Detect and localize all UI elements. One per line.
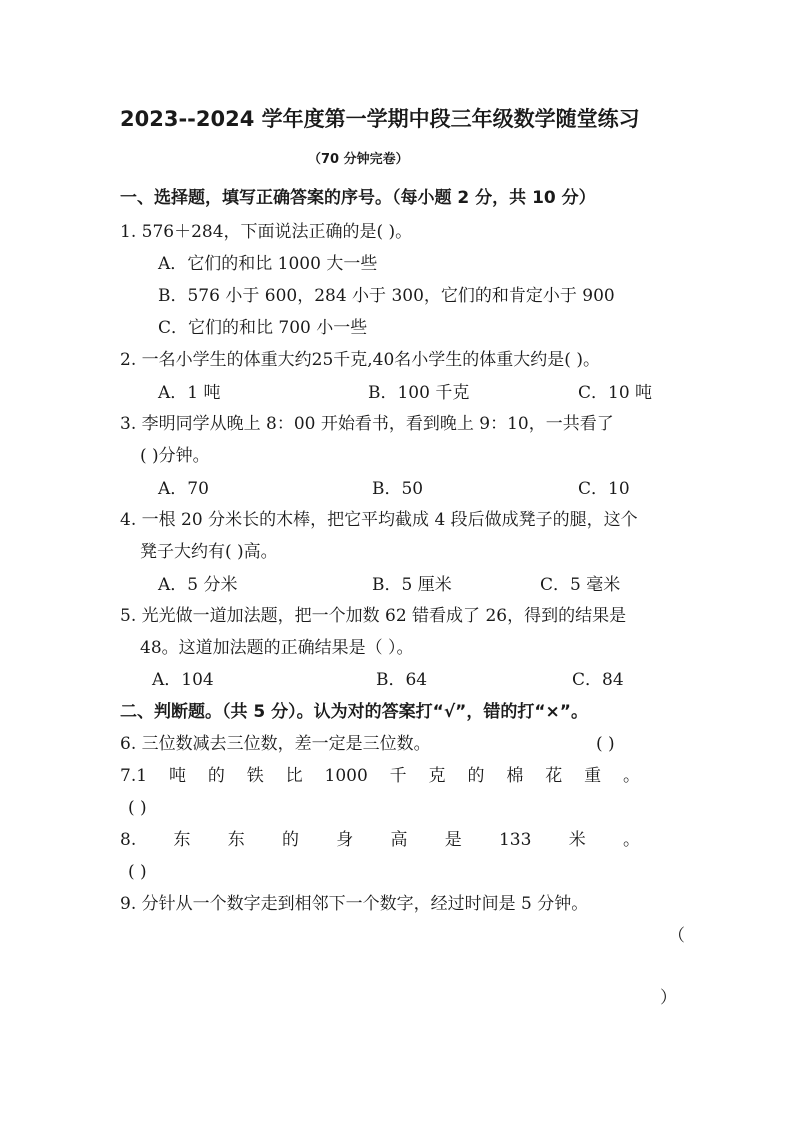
word-token: 克 [428, 766, 446, 786]
question-3-option-b: B．50 [372, 479, 424, 499]
question-5-option-c: C．84 [572, 670, 624, 690]
word-token: 东 [227, 830, 245, 850]
word-token: 高 [390, 830, 408, 850]
word-token: 身 [336, 830, 354, 850]
question-4-option-c: C．5 毫米 [540, 575, 621, 595]
word-token: 铁 [246, 766, 264, 786]
question-2-option-a: A．1 吨 [158, 383, 221, 403]
question-3-option-a: A．70 [158, 479, 209, 499]
question-5-option-b: B．64 [376, 670, 428, 690]
page-title: 2023--2024 学年度第一学期中段三年级数学随堂练习 [120, 107, 640, 131]
question-4-stem-continued: 凳子大约有( )高。 [140, 542, 278, 562]
question-4-option-a: A．5 分米 [158, 575, 238, 595]
question-5-stem: 5. 光光做一道加法题，把一个加数 62 错看成了 26，得到的结果是 [120, 606, 627, 626]
question-9-paren-open: （ [668, 926, 685, 946]
word-token: 比 [285, 766, 303, 786]
question-6-stem: 6. 三位数减去三位数，差一定是三位数。 [120, 734, 431, 754]
word-token: 7.1 [120, 766, 148, 786]
word-token: 1000 [324, 766, 368, 786]
question-3-option-c: C．10 [578, 479, 630, 499]
question-1-option-a: A．它们的和比 1000 大一些 [158, 254, 378, 274]
word-token: 的 [467, 766, 485, 786]
question-2-option-c: C．10 吨 [578, 383, 653, 403]
word-token: 棉 [506, 766, 524, 786]
question-7-answer-blank: ( ) [128, 798, 147, 818]
word-token: 米 [568, 830, 586, 850]
word-token: 是 [444, 830, 462, 850]
question-5-stem-continued: 48。这道加法题的正确结果是（ ）。 [140, 638, 414, 658]
word-token: 东 [173, 830, 191, 850]
word-token: 8. [120, 830, 137, 850]
word-token: 吨 [168, 766, 186, 786]
question-5-option-a: A．104 [152, 670, 214, 690]
question-1-option-b: B．576 小于 600，284 小于 300，它们的和肯定小于 900 [158, 286, 615, 306]
page-subtitle: （70 分钟完卷） [308, 152, 409, 167]
question-3-stem-continued: ( )分钟。 [140, 446, 210, 466]
question-1-stem: 1. 576＋284，下面说法正确的是( )。 [120, 222, 413, 242]
question-2-stem: 2. 一名小学生的体重大约25千克,40名小学生的体重大约是( )。 [120, 350, 600, 370]
question-9-stem: 9. 分针从一个数字走到相邻下一个数字，经过时间是 5 分钟。 [120, 894, 589, 914]
question-1-option-c: C．它们的和比 700 小一些 [158, 318, 368, 338]
question-3-stem: 3. 李明同学从晚上 8：00 开始看书，看到晚上 9：10，一共看了 [120, 414, 614, 434]
word-token: 的 [207, 766, 225, 786]
question-4-stem: 4. 一根 20 分米长的木棒，把它平均截成 4 段后做成凳子的腿，这个 [120, 510, 638, 530]
word-token: 千 [389, 766, 407, 786]
word-token: 花 [545, 766, 563, 786]
word-token: 。 [622, 830, 640, 850]
question-9-paren-close: ） [660, 988, 677, 1008]
word-token: 重 [584, 766, 602, 786]
question-7-stem [120, 764, 640, 788]
question-8-stem [120, 828, 640, 852]
question-6-answer-blank: ( ) [596, 734, 615, 754]
word-token: 133 [498, 830, 532, 850]
question-4-option-b: B．5 厘米 [372, 575, 452, 595]
question-2-option-b: B．100 千克 [368, 383, 470, 403]
word-token: 。 [623, 766, 640, 786]
section-heading-choice: 一、选择题，填写正确答案的序号。（每小题 2 分，共 10 分） [120, 188, 596, 208]
question-8-answer-blank: ( ) [128, 862, 147, 882]
section-heading-true-false: 二、判断题。（共 5 分）。认为对的答案打“√”，错的打“×”。 [120, 702, 588, 722]
word-token: 的 [281, 830, 299, 850]
